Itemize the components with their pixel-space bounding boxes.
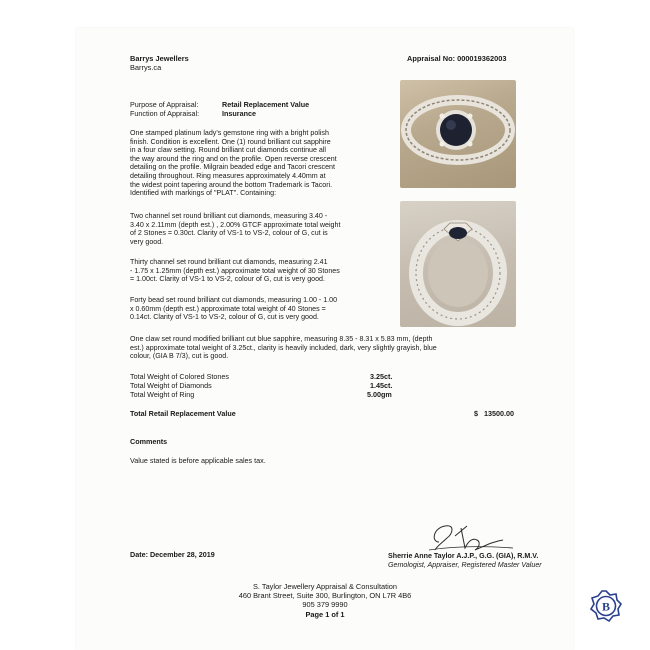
ring-photo-top: [400, 80, 516, 188]
signer-name: Sherrie Anne Taylor A.J.P., G.G. (GIA), R.M.V.: [388, 552, 539, 560]
diamonds-line: very good.: [130, 237, 164, 246]
logo-letter: B: [601, 599, 611, 614]
total-colored-label: Total Weight of Colored Stones: [130, 372, 229, 381]
ring-top-view-image: [400, 80, 516, 188]
purpose-value: Retail Replacement Value: [222, 100, 310, 109]
function-label: Function of Appraisal:: [130, 109, 200, 118]
comments-text: Value stated is before applicable sales tax.: [130, 456, 266, 465]
company-name: Barrys Jewellers: [130, 54, 189, 63]
diamonds-line: x 0.60mm (depth est.) approximate total weight of 40 Stones =: [130, 304, 326, 313]
appraisal-number: Appraisal No: 000019362003: [407, 54, 507, 63]
diamonds-line: 3.40 x 2.11mm (depth est.) , 2.00% GTCF approximate total weight: [130, 220, 341, 229]
currency-symbol: $: [474, 409, 478, 418]
business-name: S. Taylor Jewellery Appraisal & Consultation: [252, 582, 398, 591]
diamonds-paragraph-3: [130, 296, 392, 322]
ring-description: [130, 129, 392, 198]
total-ring-value: 5.00gm: [367, 390, 392, 399]
diamonds-line: of 2 Stones = 0.30ct. Clarity of VS-1 to VS-2, colour of G, cut is: [130, 229, 328, 238]
signature-image: [425, 520, 515, 552]
appraisal-date: Date: December 28, 2019: [130, 550, 215, 559]
replacement-value: 13500.00: [484, 409, 514, 418]
sapphire-line: One claw set round modified brilliant cut blue sapphire, measuring 8.35 - 8.31 x 5.83 mm, (depth: [130, 335, 433, 343]
diamonds-line: = 1.00ct. Clarity of VS-1 to VS-2, colour of G, cut is very good.: [130, 275, 325, 284]
comments-heading: Comments: [130, 437, 168, 446]
diamonds-line: Two channel set round brilliant cut diamonds, measuring 3.40 -: [130, 212, 328, 220]
page-number: Page 1 of 1: [305, 610, 345, 619]
ring-side-view-image: [400, 201, 516, 327]
company-website: Barrys.ca: [130, 63, 162, 72]
sapphire-paragraph: [130, 335, 525, 361]
replacement-value-label: Total Retail Replacement Value: [130, 409, 236, 418]
diamonds-paragraph-2: [130, 258, 392, 284]
sapphire-line: colour, (GIA B 7/3), cut is good.: [130, 352, 229, 361]
description-line: in a four claw setting. Round brilliant cut diamonds continue all: [130, 146, 326, 155]
diamonds-line: - 1.75 x 1.25mm (depth est.) approximate total weight of 30 Stones: [130, 266, 340, 275]
total-ring-label: Total Weight of Ring: [130, 390, 195, 399]
description-line: detailing throughout. Ring measures approximately 4.40mm at: [130, 171, 326, 180]
diamonds-line: Forty bead set round brilliant cut diamonds, measuring 1.00 - 1.00: [130, 296, 338, 304]
description-line: detailing on the profile. Milgrain beaded edge and Tacori crescent: [130, 163, 335, 172]
description-line: the widest point tapering around the bottom Trademark is Tacori.: [130, 180, 333, 189]
sapphire-line: est.) approximate total weight of 3.25ct., clarity is heavily included, dark, very slightly grayish, blue: [130, 343, 437, 352]
function-value: Insurance: [222, 109, 256, 118]
diamonds-paragraph-1: [130, 212, 392, 246]
signer-title: Gemologist, Appraiser, Registered Master Valuer: [388, 561, 542, 569]
barrys-logo-badge: [588, 588, 624, 624]
business-phone: 905 379 9990: [302, 600, 348, 609]
purpose-label: Purpose of Appraisal:: [130, 100, 199, 109]
total-diamonds-label: Total Weight of Diamonds: [130, 381, 212, 390]
description-line: the way around the ring and on the profile. Open reverse crescent: [130, 154, 337, 163]
diamonds-line: Thirty channel set round brilliant cut diamonds, measuring 2.41: [130, 258, 328, 266]
description-line: finish. Condition is excellent. One (1) round brilliant cut sapphire: [130, 137, 331, 146]
description-line: One stamped platinum lady's gemstone ring with a bright polish: [130, 129, 329, 137]
business-address: 460 Brant Street, Suite 300, Burlington, ON L7R 4B6: [238, 591, 412, 600]
ring-photo-bottom: [400, 201, 516, 327]
description-line: Identified with markings of "PLAT". Containing:: [130, 189, 277, 198]
diamonds-line: 0.14ct. Clarity of VS-1 to VS-2, colour of G, cut is very good.: [130, 313, 319, 322]
total-colored-value: 3.25ct.: [370, 372, 393, 381]
total-diamonds-value: 1.45ct.: [370, 381, 393, 390]
